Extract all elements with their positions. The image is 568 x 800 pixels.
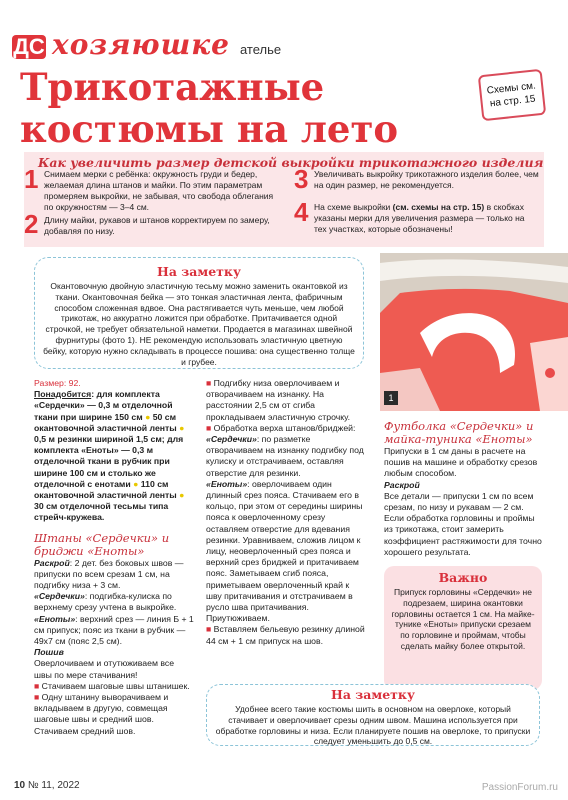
step-number-3: 3: [294, 164, 309, 194]
step-text-1: Снимаем мерки с ребёнка: окружность груди и бедер, желаемая длина штанов и майки. По этим параметрам промеряем выкройки, не забывая, что свобода облегания по окружностям — 3–4 см.: [44, 169, 274, 212]
column-1: [34, 378, 194, 737]
note-text-2: Удобнее всего такие костюмы шить в основном на оверлоке, который стачивает и оверлочивает срезы одним швом. Машина используется при обработке горловины и низа. Если планируете пошив на оверлоке, то припуски следует уменьшить до 0,5 см.: [215, 704, 531, 747]
raccoons-paragraph: «Еноты»: верхний срез — линия Б + 1 см припуск; пояс из ткани в рубчик — 49х7 см (пояс 2,5 см).: [34, 613, 194, 647]
step-text-3: Увеличивать выкройку трикотажного изделия более, чем на один размер, не рекомендуется.: [314, 169, 539, 190]
brand-name: хозяюшке: [52, 28, 230, 61]
page-title: [20, 66, 460, 150]
note-box-2: [206, 684, 540, 746]
col3-cut-label: Раскрой: [384, 479, 420, 490]
important-text: Припуск горловины «Сердечки» не подрезаем, ширина окантовки горловины остается 1 см. На майке-тунике «Еноты» припуски срезаем по горловине и проймам, чтобы сделать майку более открытой.: [391, 587, 535, 651]
section-name: ателье: [239, 42, 282, 57]
col2-bullet-3: ■ Вставляем бельевую резинку длиной 44 см + 1 см припуск на шов.: [206, 624, 365, 646]
issue-label: № 11, 2022: [27, 780, 80, 791]
magazine-logo: ДС: [13, 34, 45, 59]
important-box: [384, 566, 542, 690]
col2-raccoons: «Еноты»: оверлочиваем один длинный срез пояса. Стачиваем его в кольцо, при этом от середины ширины пояса к оверлоченному срезу оставляем отверстие для вдевания резинки. Уравниваем, сложив лицом к лицу, неоверлоченный срез пояса и верхний срез бриджей и притачиваем пояс. Заметываем сгиб пояса, приметываем оверлоченный край к шву притачивания и отстрачиваем в русло шва притачивания. Приутюживаем.: [206, 478, 363, 624]
step-number-2: 2: [24, 209, 39, 239]
title-line-2: костюмы на лето: [20, 107, 399, 151]
important-title: Важно: [438, 570, 488, 585]
photo-number: 1: [384, 391, 398, 405]
howto-box: [24, 152, 544, 247]
sew-text: Оверлочиваем и отутюживаем все швы по мере стачивания!: [34, 658, 175, 680]
note-title-2: На заметку: [331, 687, 415, 702]
size-label: Размер: 92.: [34, 378, 81, 388]
page-number: 10: [14, 780, 26, 791]
bullet-1: ■ Стачиваем шаговые швы штанишек.: [34, 680, 190, 691]
howto-title: Как увеличить размер детской выкройки трикотажного изделия: [38, 155, 544, 170]
sew-label: Пошив: [34, 647, 64, 658]
col2-hearts: «Сердечки»: по разметке отворачиваем на изнанку подгибку под кулиску и отстрачиваем, оставляя отверстие для резинки.: [206, 434, 364, 478]
watermark: PassionForum.ru: [481, 782, 558, 793]
t-shirt-illustration: [380, 253, 568, 411]
bullet-2: ■ Одну штанину выворачиваем и вкладываем в другую, совмещая шаговые швы и средний шов. Стачиваем средний шов.: [34, 692, 169, 736]
subhead-tshirt: Футболка «Сердечки» и майка-туника «Еноты»: [384, 419, 534, 446]
header-brand: [12, 28, 281, 61]
column-2: [206, 378, 366, 647]
step-text-4: На схеме выкройки (см. схемы на стр. 15) в скобках указаны мерки для увеличения размера — только на тех участках, которые обозначены!: [314, 202, 525, 234]
note-box-1: [34, 257, 364, 369]
note-title-1: На заметку: [157, 264, 241, 279]
garment-photo: [380, 253, 568, 411]
materials-paragraph: Понадобится: для комплекта «Сердечки» — 0,3 м отделочной ткани при ширине 150 см ● 50 см окантовочной эластичной ленты ● 0,5 м резинки шириной 1,5 см; для комплекта «Еноты» — 0,3 м отделочной ткани в рубчик при ширине 100 см и столько же отделочной с енотами ● 110 см окантовочной эластичной ленты ● 30 см отделочной тесьмы типа стрейч-кружева.: [34, 389, 185, 523]
title-line-1: Трикотажные: [20, 65, 325, 109]
col2-bullet-2: ■ Обработка верха штанов/бриджей:: [206, 422, 356, 433]
note-text-1: Окантовочную двойную эластичную тесьму можно заменить окантовкой из ткани. Окантовочная бейка — это тонкая эластичная лента, фабричным способом сложенная вдвое. Она растягивается чуть меньше, чем любой трикотаж, но аккуратно ложится при обработке. Притачивается одной строчкой, не требует обязательной наметки. Продается в магазинах швейной фурнитуры (фото 1). НЕ рекомендую использовать эластичную цветную бейку, которую нужно складывать в процессе пошива: она существенно толще и грубее.: [43, 281, 355, 367]
step-text-2: Длину майки, рукавов и штанов корректируем по замеру, добавляя по низу.: [44, 215, 270, 236]
column-3: [384, 420, 542, 558]
col3-intro: Припуски в 1 см даны в расчете на пошив на машине и обработку срезов любым способом.: [384, 446, 538, 479]
col2-bullet-1: ■ Подгибку низа оверлочиваем и отворачиваем на изнанку. На расстоянии 2,5 см от сгиба прокладываем эластичную строчку.: [206, 378, 351, 422]
subhead-pants: Штаны «Сердечки» и бриджи «Еноты»: [34, 530, 170, 558]
step-number-4: 4: [294, 197, 309, 227]
hearts-paragraph: «Сердечки»: подгибка-кулиска по верхнему срезу учтена в выкройке.: [34, 591, 177, 613]
cut-paragraph: Раскрой: 2 дет. без боковых швов — припуски по всем срезам 1 см, на подгибку низа + 3 см.: [34, 557, 184, 591]
page-footer: [14, 780, 80, 791]
step-number-1: 1: [24, 164, 39, 194]
col3-cut-text: Все детали — припуски 1 см по всем срезам, по низу и рукавам — 2 см. Если обработка горловины и проймы из трикотажа, стоит замерить коэффициент растяжимости для точно хорошего результата.: [384, 490, 542, 557]
scheme-badge: Схемы см. на стр. 15: [478, 69, 546, 121]
